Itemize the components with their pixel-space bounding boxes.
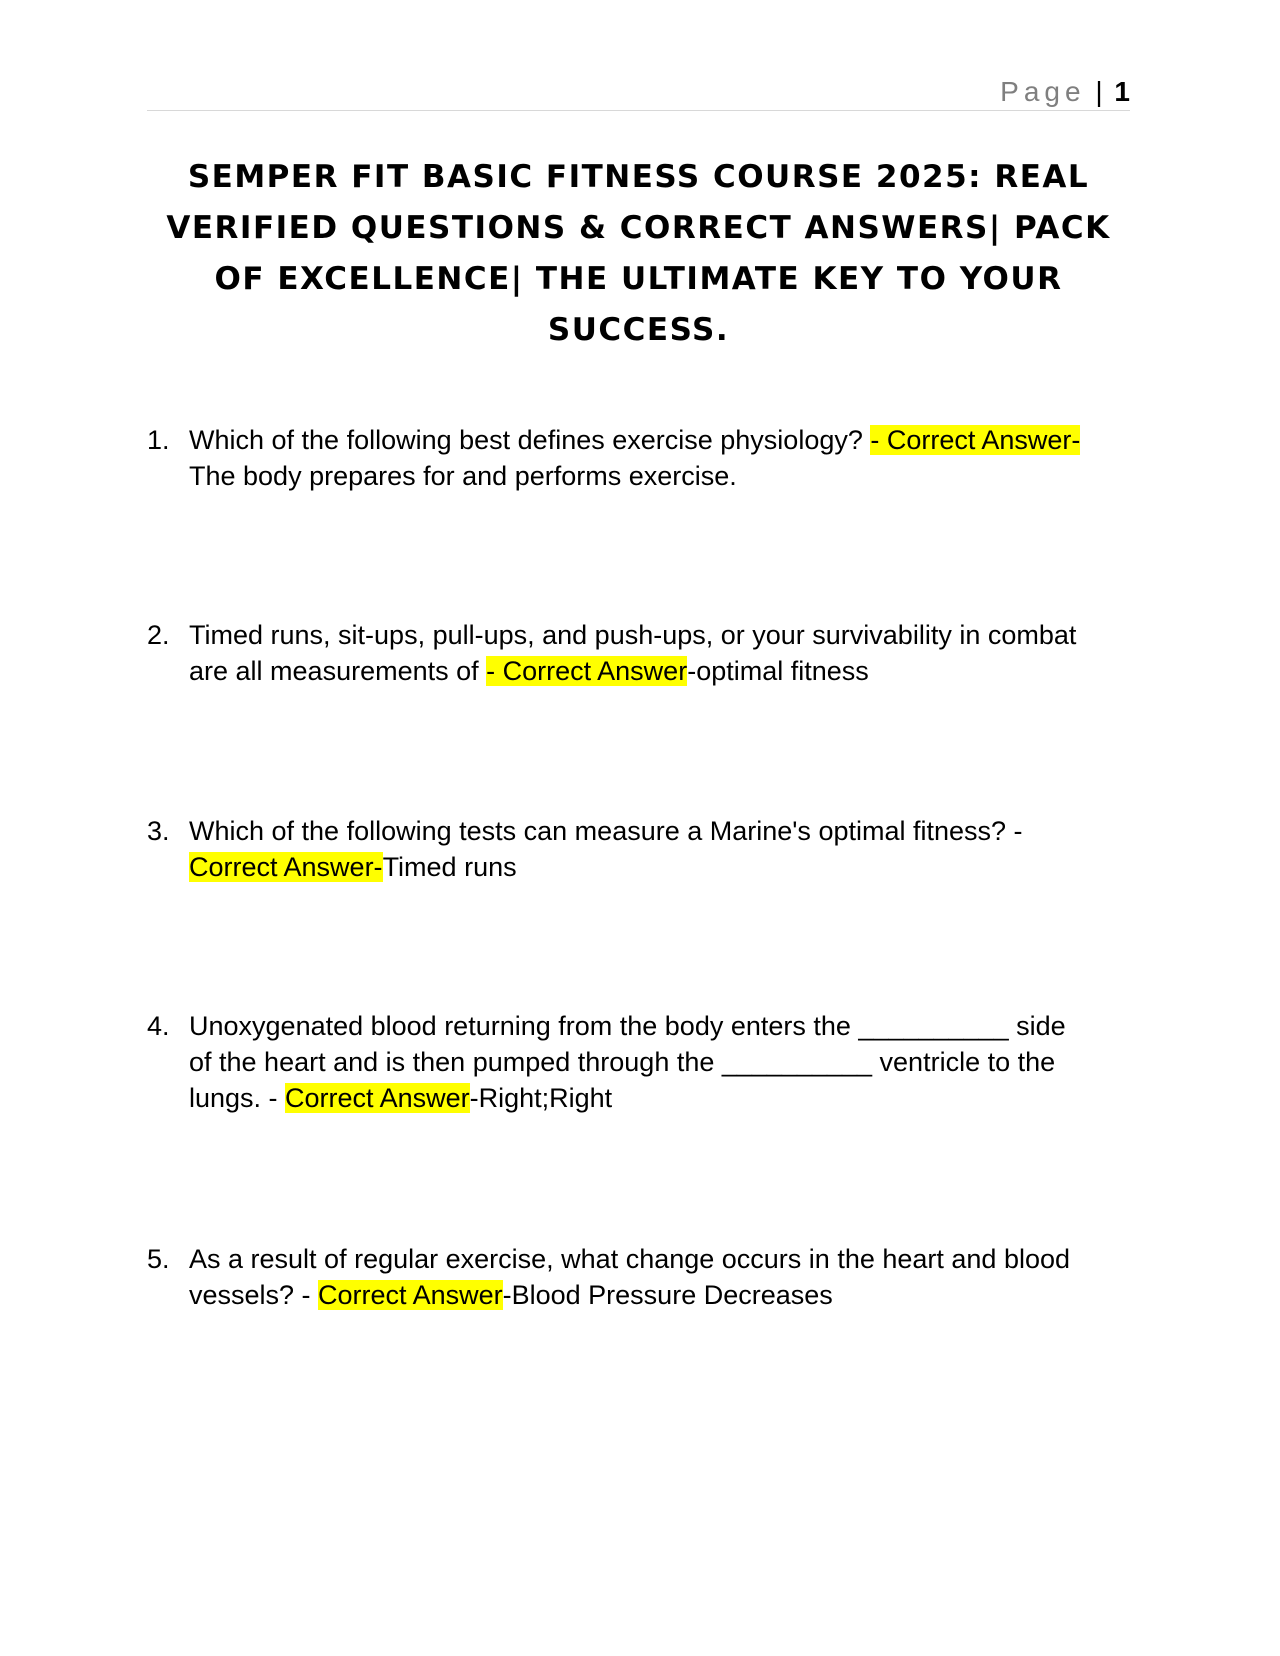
question-item-3: [147, 813, 1130, 885]
question-text: Unoxygenated blood returning from the body enters the __________ side of the heart and is then pumped through the __________ ventricle to the lungs. -: [189, 1011, 1066, 1113]
question-body: [189, 1008, 1089, 1116]
marker-dash: -: [502, 1280, 512, 1310]
page-number: 1: [1114, 76, 1130, 107]
question-text: Which of the following tests can measure a Marine's optimal fitness? -: [189, 816, 1023, 846]
question-item-1: [147, 422, 1130, 494]
question-body: [189, 617, 1089, 689]
question-number: 2.: [147, 620, 170, 650]
question-number: 5.: [147, 1244, 170, 1274]
question-number: 1.: [147, 425, 170, 455]
page-header: [147, 72, 1130, 111]
answer-text: Right;Right: [478, 1083, 613, 1113]
correct-answer-marker: Correct Answer: [318, 1280, 503, 1310]
page-separator: |: [1095, 76, 1103, 107]
answer-text: optimal fitness: [696, 656, 869, 686]
question-item-5: [147, 1241, 1130, 1313]
question-number: 3.: [147, 816, 170, 846]
answer-text: The body prepares for and performs exercise.: [189, 461, 737, 491]
page-label: Page: [1000, 76, 1086, 107]
question-item-4: [147, 1008, 1130, 1116]
question-item-2: [147, 617, 1130, 689]
marker-dash: -: [469, 1083, 479, 1113]
question-body: [189, 1241, 1089, 1313]
question-text: As a result of regular exercise, what change occurs in the heart and blood vessels? -: [189, 1244, 1071, 1310]
question-body: [189, 813, 1089, 885]
question-body: [189, 422, 1089, 494]
question-text: Which of the following best defines exercise physiology?: [189, 425, 871, 455]
document-title: SEMPER FIT BASIC FITNESS COURSE 2025: REAL VERIFIED QUESTIONS & CORRECT ANSWERS| PACK OF EXCELLENCE| THE ULTIMATE KEY TO YOUR SUCCESS.: [166, 159, 1111, 348]
question-text: Timed runs, sit-ups, pull-ups, and push-ups, or your survivability in combat are all measurements of: [189, 620, 1077, 686]
correct-answer-marker: Correct Answer: [285, 1083, 470, 1113]
answer-text: Timed runs: [382, 852, 517, 882]
correct-answer-marker: Correct Answer-: [189, 852, 383, 882]
marker-dash: -: [687, 656, 697, 686]
correct-answer-marker: - Correct Answer-: [870, 425, 1081, 455]
answer-text: Blood Pressure Decreases: [511, 1280, 833, 1310]
question-number: 4.: [147, 1011, 170, 1041]
correct-answer-marker: - Correct Answer: [486, 656, 688, 686]
